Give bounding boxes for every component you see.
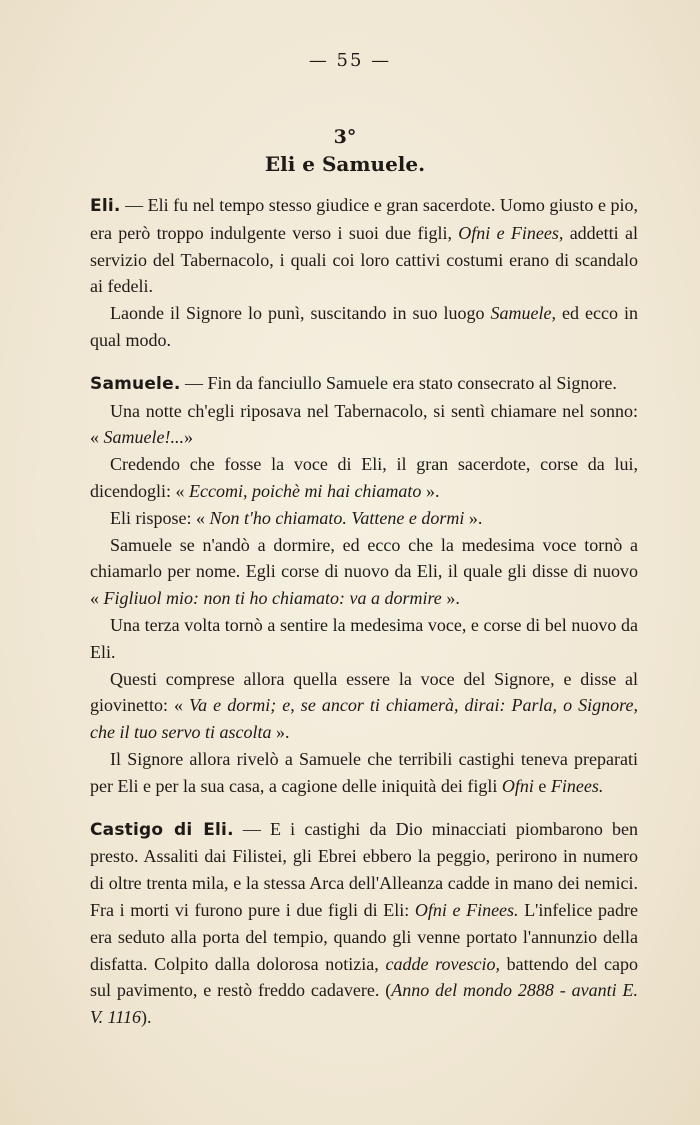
italic-text: Samuele, (490, 303, 557, 324)
text-run: ). (141, 1007, 152, 1028)
paragraph (90, 746, 638, 800)
italic-text: Va e dormi; e, se ancor ti chiamerà, dirai: Parla, o Signore, che il tuo servo ti ascolta (90, 695, 638, 743)
text-run: Samuele se n'andò a dormire, ed ecco che la medesima voce tornò a chiamarlo per nome. Egli corse di nuovo da Eli, il quale gli disse di nuovo « (90, 534, 638, 609)
paragraph-heading: Samuele. (90, 373, 181, 394)
text-run: Una terza volta tornò a sentire la medesima voce, e corse di bel nuovo da Eli. (90, 614, 638, 662)
paragraph-heading: Eli. (90, 196, 121, 216)
italic-text: Figliuol mio: non ti ho chiamato: va a dormire (103, 588, 442, 609)
chapter-title: Eli e Samuele. (264, 152, 426, 176)
text-run: ». (441, 588, 460, 609)
section-paragraph (90, 816, 638, 1031)
italic-text: Eccomi, poichè mi hai chiamato (188, 480, 422, 501)
text-run: » (183, 427, 193, 448)
body-text (90, 192, 638, 1031)
text-run: Il Signore allora rivelò a Samuele che terribili castighi teneva preparati per Eli e per la sua casa, a cagione delle iniquità dei figli (90, 748, 638, 796)
text-run: Eli rispose: « (110, 507, 210, 528)
section-paragraph (90, 192, 638, 300)
italic-text: cadde rovescio, (385, 953, 500, 974)
paragraph (90, 666, 638, 746)
page-number: — 55 — (308, 50, 392, 71)
text-run: e (533, 775, 551, 796)
italic-text: Ofni e Finees, (458, 222, 564, 243)
paragraph (90, 532, 638, 612)
paragraph-heading: Castigo di Eli. (90, 819, 234, 840)
italic-text: Samuele!... (103, 427, 184, 448)
text-run: — Fin da fanciullo Samuele era stato consecrato al Signore. (180, 372, 617, 393)
paragraph (90, 612, 638, 666)
italic-text: Anno del mondo 2888 - avanti E. V. 1116 (90, 980, 638, 1028)
paragraph (90, 398, 638, 452)
text-run: Questi comprese allora quella essere la voce del Signore, e disse al giovinetto: « (90, 668, 638, 716)
text-run: Una notte ch'egli riposava nel Tabernacolo, si sentì chiamare nel sonno: « (90, 400, 638, 448)
section-number: 3° (333, 126, 357, 148)
italic-text: Non t'ho chiamato. Vattene e dormi (209, 507, 465, 528)
text-run: Credendo che fosse la voce di Eli, il gran sacerdote, corse da lui, dicendogli: « (90, 454, 638, 501)
text-run: ». (271, 722, 290, 743)
paragraph (90, 451, 638, 505)
text-run: L'infelice padre era seduto alla porta del tempio, quando gli venne portato l'annunzio della disfatta. Colpito dalla dolorosa notizia, (90, 899, 638, 974)
text-run: ». (421, 480, 440, 501)
italic-text: Ofni e Finees. (414, 899, 519, 920)
paragraph (90, 505, 638, 532)
text-run: — E i castighi da Dio minacciati piombarono ben presto. Assaliti dai Filistei, gli Ebrei ebbero la peggio, perirono in numero di oltre trenta mila, e la stessa Arca dell'Alleanza cadde in mano dei nemici. Fra i morti vi furono pure i due figli di Eli: (90, 818, 638, 920)
italic-text: Ofni (501, 775, 534, 796)
text-run: Laonde il Signore lo punì, suscitando in suo luogo (110, 303, 491, 324)
text-run: ed ecco in qual modo. (90, 303, 638, 350)
paragraph (90, 300, 638, 354)
section-paragraph (90, 370, 638, 398)
text-run: addetti al servizio del Tabernacolo, i quali coi loro cattivi costumi erano di scandalo ai fedeli. (90, 222, 638, 297)
text-run: — Eli fu nel tempo stesso giudice e gran sacerdote. Uomo giusto e pio, era però troppo indulgente verso i suoi due figli, (90, 195, 638, 243)
text-run: ». (464, 507, 483, 528)
italic-text: Finees. (550, 775, 604, 796)
text-run: battendo del capo sul pavimento, e restò freddo cadavere. ( (90, 953, 639, 1001)
